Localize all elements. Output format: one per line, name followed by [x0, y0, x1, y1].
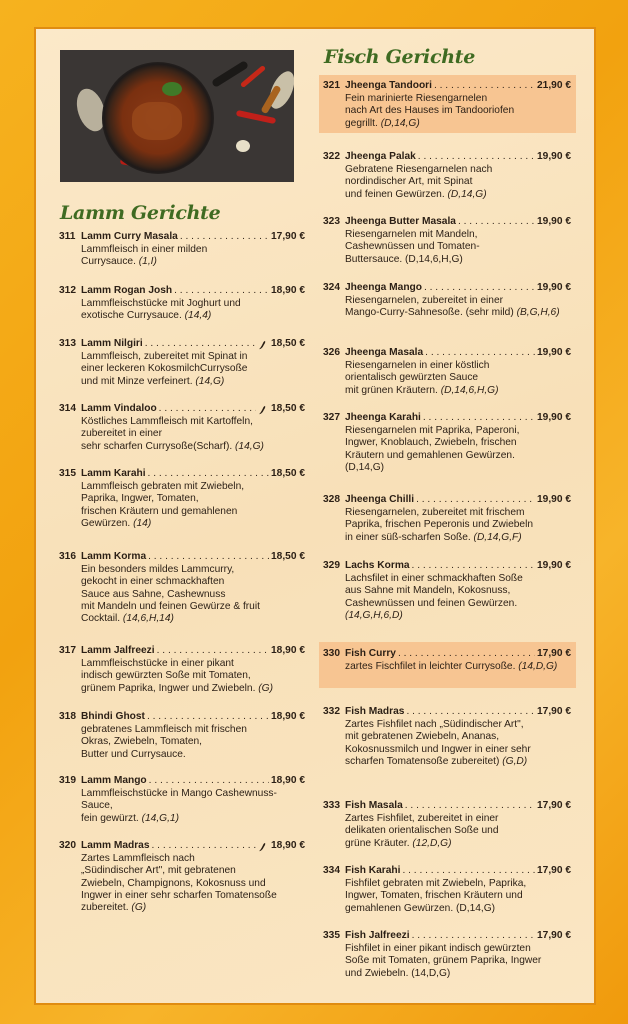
- dot-leader: [423, 412, 535, 424]
- item-number: 329: [323, 560, 340, 571]
- item-name: Fish Madras: [345, 706, 405, 717]
- item-description: Riesengarnelen, zubereitet mit frischem Paprika, frischen Peperonis und Zwiebeln in einer süß-scharfen Soße.: [345, 507, 534, 543]
- item-description: Fishfilet gebraten mit Zwiebeln, Paprika, Ingwer, Tomaten, frischen Kräutern und gemahlenen Gewürzen. (D,14,G): [345, 878, 527, 914]
- menu-item-332: [323, 706, 571, 768]
- item-description-block: [59, 481, 305, 530]
- menu-item-320: [59, 840, 305, 914]
- item-price: 18,90 €: [271, 645, 305, 656]
- item-price: 19,90 €: [537, 494, 571, 505]
- item-number: 332: [323, 706, 340, 717]
- menu-item-326: [323, 347, 571, 397]
- item-price: 17,90 €: [537, 706, 571, 717]
- allergen-codes: (14,G,H,6,D): [345, 609, 403, 621]
- dot-leader: [406, 706, 535, 718]
- item-name: Lamm Karahi: [81, 468, 146, 479]
- menu-item-315: [59, 468, 305, 530]
- allergen-codes: (D,14,G): [447, 188, 487, 200]
- item-description-block: [59, 564, 305, 625]
- menu-item-321: [323, 80, 571, 130]
- item-description-block: [323, 661, 571, 673]
- menu-item-329: [323, 560, 571, 622]
- item-description: Riesengarnelen in einer köstlich orientalisch gewürzten Sauce mit grünen Kräutern.: [345, 360, 490, 396]
- allergen-codes: (G): [131, 902, 147, 914]
- item-price: 19,90 €: [537, 560, 571, 571]
- item-price: 19,90 €: [537, 347, 571, 358]
- dot-leader: [458, 216, 535, 228]
- item-name: Jheenga Mango: [345, 282, 422, 293]
- item-description-block: [59, 416, 305, 453]
- item-description: Fein marinierte Riesengarnelen nach Art des Hauses im Tandooriofen gegrillt.: [345, 93, 515, 129]
- item-description-block: [59, 298, 305, 323]
- item-name: Lamm Vindaloo: [81, 403, 157, 414]
- allergen-codes: (G,D): [502, 755, 528, 767]
- item-description-block: [323, 164, 571, 201]
- dot-leader: [145, 338, 256, 350]
- allergen-codes: (14,D,G): [518, 661, 558, 672]
- dot-leader: [174, 285, 269, 297]
- allergen-codes: (14,G): [235, 440, 264, 452]
- dot-leader: [149, 775, 269, 787]
- item-description-block: [59, 658, 305, 695]
- allergen-codes: (12,D,G): [412, 837, 452, 849]
- item-description: Riesengarnelen mit Mandeln, Cashewnüssen und Tomaten- Buttersauce. (D,14,6,H,G): [345, 229, 480, 265]
- item-number: 328: [323, 494, 340, 505]
- allergen-codes: (14,4): [184, 310, 212, 322]
- item-name: Bhindi Ghost: [81, 711, 145, 722]
- item-name: Jheenga Karahi: [345, 412, 421, 423]
- item-name: Lamm Curry Masala: [81, 231, 178, 242]
- dot-leader: [157, 645, 269, 657]
- menu-item-314: [59, 403, 305, 453]
- item-name: Lamm Nilgiri: [81, 338, 143, 349]
- item-description-block: [323, 719, 571, 768]
- item-description: Fishfilet in einer pikant indisch gewürzten Soße mit Tomaten, grünem Paprika, Ingwer und Zwiebeln. (14,D,G): [345, 943, 542, 979]
- allergen-codes: (1,I): [138, 256, 157, 268]
- item-description-block: [59, 788, 305, 825]
- item-name: Fish Curry: [345, 648, 396, 659]
- item-number: 311: [59, 231, 76, 242]
- allergen-codes: (B,G,H,6): [516, 307, 560, 319]
- menu-item-327: [323, 412, 571, 474]
- item-number: 326: [323, 347, 340, 358]
- item-price: 17,90 €: [537, 930, 571, 941]
- dot-leader: [152, 840, 256, 852]
- item-price: 18,90 €: [271, 711, 305, 722]
- item-name: Lamm Jalfreezi: [81, 645, 155, 656]
- item-price: 17,90 €: [271, 231, 305, 242]
- menu-item-335: [323, 930, 571, 980]
- item-name: Lamm Mango: [81, 775, 147, 786]
- item-price: 18,50 €: [271, 551, 305, 562]
- item-number: 335: [323, 930, 340, 941]
- menu-item-333: [323, 800, 571, 850]
- menu-item-318: [59, 711, 305, 761]
- dot-leader: [418, 151, 535, 163]
- dot-leader: [425, 347, 535, 359]
- item-description-block: [59, 351, 305, 388]
- item-number: 327: [323, 412, 340, 423]
- item-description: Riesengarnelen mit Paprika, Paperoni, Ingwer, Knoblauch, Zwiebeln, frischen Kräutern und gemahlenen Gewürzen. (D,14,G): [345, 425, 520, 473]
- item-description-block: [323, 425, 571, 474]
- item-description: Zartes Lammfleisch nach „Südindischer Art", mit gebratenen Zwiebeln, Champignons, Kokosnuss und Ingwer in einer sehr scharfen Tomatensoße zubereitet.: [81, 853, 277, 914]
- chili-icon: [258, 340, 267, 350]
- item-price: 19,90 €: [537, 216, 571, 227]
- item-description: Lammfleischstücke mit Joghurt und exotische Currysauce.: [81, 298, 241, 322]
- item-number: 323: [323, 216, 340, 227]
- item-name: Jheenga Tandoori: [345, 80, 432, 91]
- item-description: Zartes Fishfilet, zubereitet in einer delikaten orientalischen Soße und grüne Kräuter.: [345, 813, 499, 849]
- item-price: 18,90 €: [271, 775, 305, 786]
- allergen-codes: (14,G,1): [141, 812, 179, 824]
- item-description: Riesengarnelen, zubereitet in einer Mango-Curry-Sahnesoße. (sehr mild): [345, 295, 514, 319]
- item-name: Lamm Korma: [81, 551, 147, 562]
- menu-item-324: [323, 282, 571, 320]
- item-price: 18,90 €: [271, 285, 305, 296]
- allergen-codes: (D,14,6,H,G): [440, 384, 499, 396]
- dot-leader: [416, 494, 535, 506]
- item-number: 330: [323, 648, 340, 659]
- menu-item-312: [59, 285, 305, 323]
- dot-leader: [424, 282, 535, 294]
- menu-item-328: [323, 494, 571, 544]
- item-description-block: [323, 93, 571, 130]
- item-description-block: [323, 943, 571, 980]
- item-price: 17,90 €: [537, 865, 571, 876]
- dot-leader: [434, 80, 535, 92]
- item-price: 18,50 €: [271, 403, 305, 414]
- item-description: Lammfleischstücke in Mango Cashewnuss- Sauce, fein gewürzt.: [81, 788, 277, 824]
- menu-item-322: [323, 151, 571, 201]
- dot-leader: [148, 468, 269, 480]
- item-description: Köstliches Lammfleisch mit Kartoffeln, zubereitet in einer sehr scharfen Currysoße(Scharf).: [81, 416, 253, 452]
- item-description-block: [323, 507, 571, 544]
- item-description-block: [323, 229, 571, 266]
- item-price: 21,90 €: [537, 80, 571, 91]
- item-name: Jheenga Butter Masala: [345, 216, 456, 227]
- allergen-codes: (G): [258, 682, 273, 694]
- item-name: Jheenga Chilli: [345, 494, 415, 505]
- item-number: 314: [59, 403, 76, 414]
- item-description: Lammfleischstücke in einer pikant indisch gewürzten Soße mit Tomaten, grünem Paprika, Ingwer und Zwiebeln.: [81, 658, 256, 694]
- fisch-section-title: Fisch Gerichte: [324, 46, 475, 68]
- dot-leader: [402, 865, 535, 877]
- item-description-block: [59, 724, 305, 761]
- item-number: 313: [59, 338, 76, 349]
- item-description: Lammfleisch, zubereitet mit Spinat in einer leckeren KokosmilchCurrysoße und mit Minze verfeinert.: [81, 351, 248, 387]
- item-name: Lamm Rogan Josh: [81, 285, 173, 296]
- dot-leader: [412, 560, 535, 572]
- item-price: 18,90 €: [271, 840, 305, 851]
- item-number: 318: [59, 711, 76, 722]
- item-number: 319: [59, 775, 76, 786]
- item-number: 317: [59, 645, 76, 656]
- item-description-block: [323, 878, 571, 915]
- item-number: 320: [59, 840, 76, 851]
- allergen-codes: (14,6,H,14): [122, 613, 174, 625]
- item-name: Jheenga Palak: [345, 151, 416, 162]
- menu-item-317: [59, 645, 305, 695]
- menu-item-323: [323, 216, 571, 266]
- allergen-codes: (D,14,G,F): [473, 531, 522, 543]
- lamm-section-title: Lamm Gerichte: [60, 202, 221, 224]
- dot-leader: [159, 403, 256, 415]
- item-description-block: [323, 295, 571, 320]
- item-name: Fish Masala: [345, 800, 403, 811]
- menu-item-311: [59, 231, 305, 269]
- item-description-block: [323, 813, 571, 850]
- item-number: 333: [323, 800, 340, 811]
- item-description-block: [323, 360, 571, 397]
- item-price: 18,50 €: [271, 468, 305, 479]
- item-name: Lachs Korma: [345, 560, 410, 571]
- item-number: 324: [323, 282, 340, 293]
- item-description: Zartes Fishfilet nach „Südindischer Art", mit gebratenen Zwiebeln, Ananas, Kokosnussmilch und Ingwer in einer sehr scharfen Tomatensoße zubereitet): [345, 719, 531, 767]
- item-description: Lachsfilet in einer schmackhaften Soße aus Sahne mit Mandeln, Kokosnuss, Cashewnüssen und feinen Gewürzen.: [345, 573, 523, 609]
- item-description-block: [59, 244, 305, 269]
- allergen-codes: (D,14,G): [380, 117, 420, 129]
- menu-item-334: [323, 865, 571, 915]
- item-price: 19,90 €: [537, 151, 571, 162]
- item-number: 312: [59, 285, 76, 296]
- item-number: 334: [323, 865, 340, 876]
- allergen-codes: (14): [133, 517, 152, 529]
- chili-icon: [258, 405, 267, 415]
- item-description: Gebratene Riesengarnelen nach nordindischer Art, mit Spinat und feinen Gewürzen.: [345, 164, 493, 200]
- menu-item-313: [59, 338, 305, 388]
- item-price: 17,90 €: [537, 648, 571, 659]
- chili-icon: [258, 842, 267, 852]
- menu-item-330: [323, 648, 571, 673]
- item-description: zartes Fischfilet in leichter Currysoße.: [345, 661, 516, 672]
- item-name: Fish Karahi: [345, 865, 401, 876]
- dot-leader: [412, 930, 535, 942]
- item-number: 321: [323, 80, 340, 91]
- menu-item-319: [59, 775, 305, 825]
- menu-item-316: [59, 551, 305, 625]
- item-description-block: [59, 853, 305, 914]
- item-name: Jheenga Masala: [345, 347, 424, 358]
- dot-leader: [148, 551, 269, 563]
- allergen-codes: (14,G): [195, 375, 225, 387]
- dot-leader: [147, 711, 269, 723]
- item-description: Ein besonders mildes Lammcurry, gekocht in einer schmackhaften Sauce aus Sahne, Cashewnuss mit Mandeln und feinen Gewürze & fruit Cocktail.: [81, 564, 260, 625]
- item-description-block: [323, 573, 571, 622]
- item-description: gebratenes Lammfleisch mit frischen Okras, Zwiebeln, Tomaten, Butter und Currysauce.: [81, 724, 247, 760]
- dot-leader: [398, 648, 535, 660]
- item-price: 18,50 €: [271, 338, 305, 349]
- dot-leader: [180, 231, 269, 243]
- item-description: Lammfleisch in einer milden Currysauce.: [81, 244, 208, 268]
- item-price: 17,90 €: [537, 800, 571, 811]
- item-price: 19,90 €: [537, 412, 571, 423]
- item-number: 316: [59, 551, 76, 562]
- item-name: Fish Jalfreezi: [345, 930, 410, 941]
- item-number: 322: [323, 151, 340, 162]
- dot-leader: [405, 800, 535, 812]
- item-number: 315: [59, 468, 76, 479]
- item-name: Lamm Madras: [81, 840, 150, 851]
- item-description: Lammfleisch gebraten mit Zwiebeln, Paprika, Ingwer, Tomaten, frischen Kräutern und gemahlenen Gewürzen.: [81, 481, 245, 529]
- curry-dish-photo: [60, 50, 294, 182]
- item-price: 19,90 €: [537, 282, 571, 293]
